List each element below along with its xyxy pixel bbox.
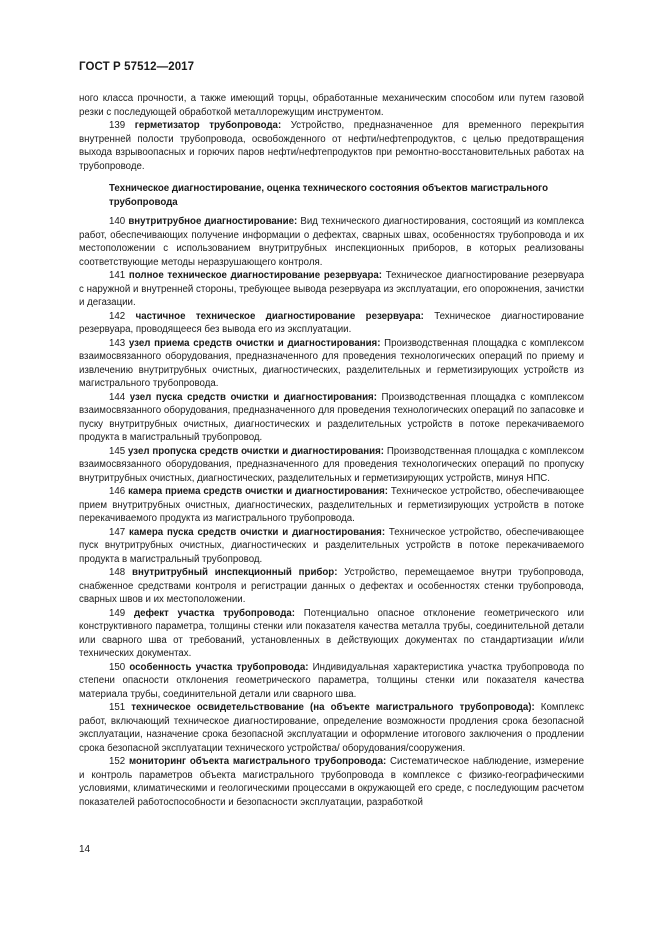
definition-text: Производственная площадка с комплексом взаимосвязанного оборудования, предназначенного для проведения технологических операций по приему и извлечению внутритрубных очистных, диагностических, разделительных и герметизирующих устройств из магистрального трубопровода. [79,337,584,389]
definition-text: Комплекс работ, включающий техническое диагностирование, определение возможности продления срока безопасной эксплуатации, назначение срока безопасной эксплуатации и оформление итогового заключения о продлении срока безопасной эксплуатации технического устройства/ оборудования/сооружения. [79,702,584,754]
definition-140 [79,215,584,269]
definition-text: Устройство, перемещаемое внутри трубопровода, снабженное средствами контроля и регистрации данных о дефектах и особенностях стенки трубопровода, сварных швов и их местоположении. [79,567,584,605]
definition-text: Техническое устройство, обеспечивающее прием внутритрубных очистных, диагностических, разделительных и герметизирующих устройств в потоке перекачиваемого продукта из магистрального трубопровода. [79,486,584,524]
definition-149 [79,607,584,661]
definition-147 [79,526,584,567]
definition-143 [79,337,584,391]
definition-term: герметизатор трубопровода: [134,120,282,131]
definition-term: техническое освидетельствование (на объекте магистрального трубопровода): [131,702,535,713]
definition-text: Вид технического диагностирования, состоящий из комплекса работ, обеспечивающих получение информации о дефектах, сварных швах, особенностях трубопровода и их местоположении с использованием внутритрубных инспекционных приборов, в которых реализованы соответствующие методы неразрушающего контроля. [79,216,584,268]
definition-number: 152 [109,756,126,767]
definition-151 [79,701,584,755]
definition-term: узел пропуска средств очистки и диагностирования: [128,445,384,457]
standard-header: ГОСТ Р 57512—2017 [79,61,195,73]
document-body [79,92,584,809]
intro-paragraph: ного класса прочности, а также имеющий торцы, обработанные механическим способом или путем газовой резки с последующей обработкой металлорежущим инструментом. [79,93,584,118]
page-number: 14 [79,844,91,855]
definition-term: узел приема средств очистки и диагностирования: [128,337,381,349]
definition-150 [79,661,584,702]
definition-152 [79,755,584,809]
definition-number: 141 [109,270,126,281]
definition-number: 145 [109,445,126,457]
definition-144 [79,391,584,445]
section-title: Техническое диагностирование, оценка технического состояния объектов магистрального трубопровода [109,183,549,208]
definition-number: 147 [109,526,126,538]
definition-number: 149 [109,607,126,619]
definition-term: внутритрубный инспекционный прибор: [132,567,338,578]
definition-term: частичное техническое диагностирование резервуара: [135,310,424,322]
definition-term: дефект участка трубопровода: [133,607,295,619]
definition-term: камера приема средств очистки и диагностирования: [128,486,388,497]
definition-139 [79,119,584,173]
definition-141 [79,269,584,310]
definition-term: мониторинг объекта магистрального трубопровода: [129,756,387,767]
definition-number: 148 [109,567,126,578]
definition-text: Техническое диагностирование резервуара с наружной и внутренней стороны, требующее вывода резервуара из эксплуатации, его опорожнения, зачистки и дегазации. [79,270,584,308]
definition-number: 151 [109,702,126,713]
definition-term: особенность участка трубопровода: [129,661,309,673]
definition-number: 146 [109,486,126,497]
definition-text: Индивидуальная характеристика участка трубопровода по степени опасности отклонения геометрического параметра, толщины стенки или показателя качества материала трубы, соединительной детали или сварного шва. [79,661,585,700]
definition-number: 142 [109,310,126,322]
definition-text: Техническое диагностирование резервуара, проводящееся без вывода его из эксплуатации. [79,310,584,335]
definition-term: внутритрубное диагностирование: [128,216,298,227]
definition-number: 143 [109,337,126,349]
definition-number: 144 [109,391,126,403]
definition-text: Производственная площадка с комплексом взаимосвязанного оборудования, предназначенного для проведения технологических операций по пропуску внутритрубных очистных, диагностических, разделительных и герметизирующих устройств, минуя НПС. [79,445,584,484]
definition-146 [79,485,584,526]
definition-term: полное техническое диагностирование резервуара: [128,270,383,281]
definition-term: узел пуска средств очистки и диагностирования: [129,391,377,403]
definition-text: Потенциально опасное отклонение геометрического или конструктивного параметра, толщины стенки или показателя качества металла трубы, соединительной детали или сварного шва от требований, установленных в действующих документах по стандартизации и/или технических документах. [79,607,584,659]
definition-148 [79,566,584,607]
definition-142 [79,310,584,337]
definition-text: Производственная площадка с комплексом взаимосвязанного оборудования, предназначенного для проведения технологических операций по запасовке и пуску внутритрубных очистных, диагностических и разделительных устройств в потоке перекачиваемого продукта в магистральный трубопровод. [79,391,584,443]
definition-text: Техническое устройство, обеспечивающее пуск внутритрубных очистных, диагностических и разделительных устройств в потоке перекачиваемого продукта в магистральный трубопровод. [79,526,584,565]
definition-term: камера пуска средств очистки и диагностирования: [129,526,386,538]
definition-text: Систематическое наблюдение, измерение и контроль параметров объекта магистрального трубопровода в комплексе с физико-географическими условиями, климатическими и геологическими процессами в окружающей его среде, с последующим расчетом показателей работоспособности и безопасности эксплуатации, разработкой [79,756,584,808]
definition-text: Устройство, предназначенное для временного перекрытия внутренней полости трубопровода, освобожденного от нефти/нефтепродуктов, с целью предотвращения выхода взрывоопасных и горючих паров нефти/нефтепродуктов при ремонтно-восстановительных работах на трубопроводе. [79,120,584,172]
definition-145 [79,445,584,486]
definition-number: 139 [109,120,126,131]
definition-number: 140 [109,216,126,227]
definition-number: 150 [109,661,126,673]
